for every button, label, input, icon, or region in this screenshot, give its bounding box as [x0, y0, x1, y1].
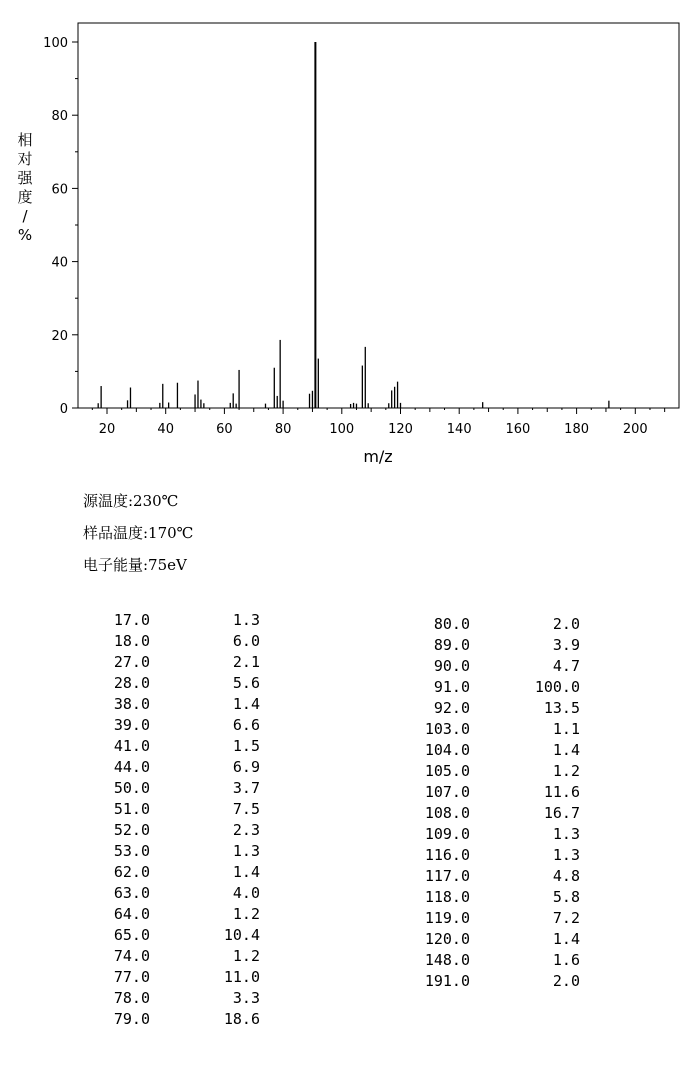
sample-temperature: 样品温度:170℃	[83, 524, 194, 542]
mz-value: 63.0	[113, 884, 150, 902]
mz-value: 27.0	[113, 653, 150, 671]
peak-table-row	[410, 803, 580, 824]
mass-spectrum-chart	[0, 0, 687, 480]
peak-table-row	[410, 635, 580, 656]
intensity-value: 1.6	[552, 951, 580, 969]
mz-value: 51.0	[113, 800, 150, 818]
peak-table-row	[100, 988, 260, 1009]
peak-table-row	[410, 824, 580, 845]
mz-value: 44.0	[113, 758, 150, 776]
intensity-value: 16.7	[543, 804, 580, 822]
x-tick-label: 20	[98, 422, 116, 437]
x-tick-label: 40	[157, 422, 174, 437]
mz-value: 41.0	[113, 737, 150, 755]
y-axis-ticks	[43, 36, 78, 417]
intensity-value: 1.3	[552, 825, 580, 843]
x-tick-label: 200	[622, 422, 648, 437]
intensity-value: 10.4	[223, 926, 260, 944]
mz-value: 53.0	[113, 842, 150, 860]
intensity-value: 2.1	[232, 653, 260, 671]
x-tick-label: 120	[388, 422, 413, 437]
intensity-value: 1.3	[552, 846, 580, 864]
peak-table-row	[100, 652, 260, 673]
spectrum-peaks	[98, 42, 609, 408]
intensity-value: 100.0	[534, 678, 580, 696]
peak-table-row	[100, 1009, 260, 1030]
intensity-value: 11.0	[223, 968, 260, 986]
intensity-value: 1.4	[232, 863, 260, 881]
intensity-value: 5.6	[232, 674, 260, 692]
mz-value: 105.0	[424, 762, 470, 780]
peak-table-row	[100, 694, 260, 715]
intensity-value: 6.0	[232, 632, 260, 650]
mz-value: 148.0	[424, 951, 470, 969]
peak-table-row	[410, 677, 580, 698]
mz-value: 120.0	[424, 930, 470, 948]
peak-table-row	[410, 971, 580, 992]
mz-value: 17.0	[113, 611, 150, 629]
intensity-value: 7.2	[552, 909, 580, 927]
intensity-value: 1.2	[232, 905, 260, 923]
x-tick-label: 100	[329, 422, 355, 437]
peak-table-row	[100, 736, 260, 757]
peak-table-row	[100, 820, 260, 841]
intensity-value: 1.5	[232, 737, 260, 755]
x-tick-label: 180	[564, 422, 590, 437]
x-tick-label: 80	[274, 422, 292, 437]
y-tick-label: 80	[51, 109, 68, 125]
intensity-value: 6.6	[232, 716, 260, 734]
peak-table-row	[100, 631, 260, 652]
mz-value: 80.0	[433, 615, 470, 633]
peak-table-row	[100, 967, 260, 988]
mz-value: 116.0	[424, 846, 470, 864]
intensity-value: 1.3	[232, 842, 260, 860]
plot-frame	[78, 23, 679, 408]
peak-table-row	[100, 715, 260, 736]
mz-value: 77.0	[113, 968, 150, 986]
mz-value: 103.0	[424, 720, 470, 738]
intensity-value: 2.3	[232, 821, 260, 839]
x-axis-label: m/z	[363, 447, 393, 466]
mz-value: 65.0	[113, 926, 150, 944]
intensity-value: 3.7	[232, 779, 260, 797]
peak-table-row	[410, 950, 580, 971]
intensity-value: 4.7	[552, 657, 580, 675]
x-axis-ticks	[92, 408, 664, 437]
peak-table-row	[410, 740, 580, 761]
peak-table-row	[100, 673, 260, 694]
mz-value: 74.0	[113, 947, 150, 965]
mz-value: 52.0	[113, 821, 150, 839]
peak-table-row	[100, 610, 260, 631]
x-tick-label: 160	[505, 422, 531, 437]
mz-value: 107.0	[424, 783, 470, 801]
peak-table-row	[410, 656, 580, 677]
y-axis-label: 相对强度/ %	[17, 131, 33, 244]
peak-table-row	[100, 862, 260, 883]
mz-value: 91.0	[433, 678, 470, 696]
peak-table-row	[410, 782, 580, 803]
mz-value: 118.0	[424, 888, 470, 906]
peak-table-row	[100, 946, 260, 967]
intensity-value: 11.6	[543, 783, 580, 801]
y-tick-label: 40	[51, 255, 68, 271]
mz-value: 50.0	[113, 779, 150, 797]
y-tick-label: 0	[59, 402, 68, 417]
peak-table-row	[100, 799, 260, 820]
mz-value: 119.0	[424, 909, 470, 927]
intensity-value: 1.4	[552, 741, 580, 759]
mz-value: 108.0	[424, 804, 470, 822]
y-tick-label: 20	[51, 328, 68, 344]
electron-energy: 电子能量:75eV	[83, 556, 187, 574]
x-tick-label: 60	[216, 422, 233, 437]
source-temperature: 源温度:230℃	[83, 492, 179, 510]
mz-value: 78.0	[113, 989, 150, 1007]
mz-value: 38.0	[113, 695, 150, 713]
x-tick-label: 140	[446, 422, 472, 437]
y-tick-label: 100	[43, 36, 68, 51]
peak-table-row	[410, 845, 580, 866]
intensity-value: 1.4	[232, 695, 260, 713]
intensity-value: 1.1	[552, 720, 580, 738]
intensity-value: 1.2	[552, 762, 580, 780]
peak-table-row	[410, 719, 580, 740]
mz-value: 79.0	[113, 1010, 150, 1028]
mz-value: 191.0	[424, 972, 470, 990]
mz-value: 39.0	[113, 716, 150, 734]
peak-table-row	[100, 925, 260, 946]
intensity-value: 1.3	[232, 611, 260, 629]
mz-value: 28.0	[113, 674, 150, 692]
intensity-value: 2.0	[552, 615, 580, 633]
mz-value: 117.0	[424, 867, 470, 885]
mz-value: 89.0	[433, 636, 470, 654]
intensity-value: 1.2	[232, 947, 260, 965]
intensity-value: 3.9	[552, 636, 580, 654]
intensity-value: 18.6	[223, 1010, 260, 1028]
peak-table-row	[100, 841, 260, 862]
intensity-value: 13.5	[543, 699, 580, 717]
peak-table-row	[410, 866, 580, 887]
intensity-value: 4.0	[232, 884, 260, 902]
peak-table-row	[100, 757, 260, 778]
peak-table-row	[100, 883, 260, 904]
mz-value: 109.0	[424, 825, 470, 843]
peak-table-row	[410, 761, 580, 782]
intensity-value: 1.4	[552, 930, 580, 948]
peak-table-row	[410, 929, 580, 950]
mz-value: 64.0	[113, 905, 150, 923]
mz-value: 90.0	[433, 657, 470, 675]
peak-table-row	[410, 698, 580, 719]
mz-value: 92.0	[433, 699, 470, 717]
intensity-value: 6.9	[232, 758, 260, 776]
intensity-value: 2.0	[552, 972, 580, 990]
peak-table-row	[100, 904, 260, 925]
peak-table-row	[410, 614, 580, 635]
peak-table-row	[100, 778, 260, 799]
mz-value: 18.0	[113, 632, 150, 650]
intensity-value: 7.5	[232, 800, 260, 818]
intensity-value: 4.8	[552, 867, 580, 885]
mz-value: 104.0	[424, 741, 470, 759]
peak-table-row	[410, 887, 580, 908]
y-tick-label: 60	[51, 182, 68, 198]
mz-value: 62.0	[113, 863, 150, 881]
intensity-value: 5.8	[552, 888, 580, 906]
intensity-value: 3.3	[232, 989, 260, 1007]
peak-table-row	[410, 908, 580, 929]
